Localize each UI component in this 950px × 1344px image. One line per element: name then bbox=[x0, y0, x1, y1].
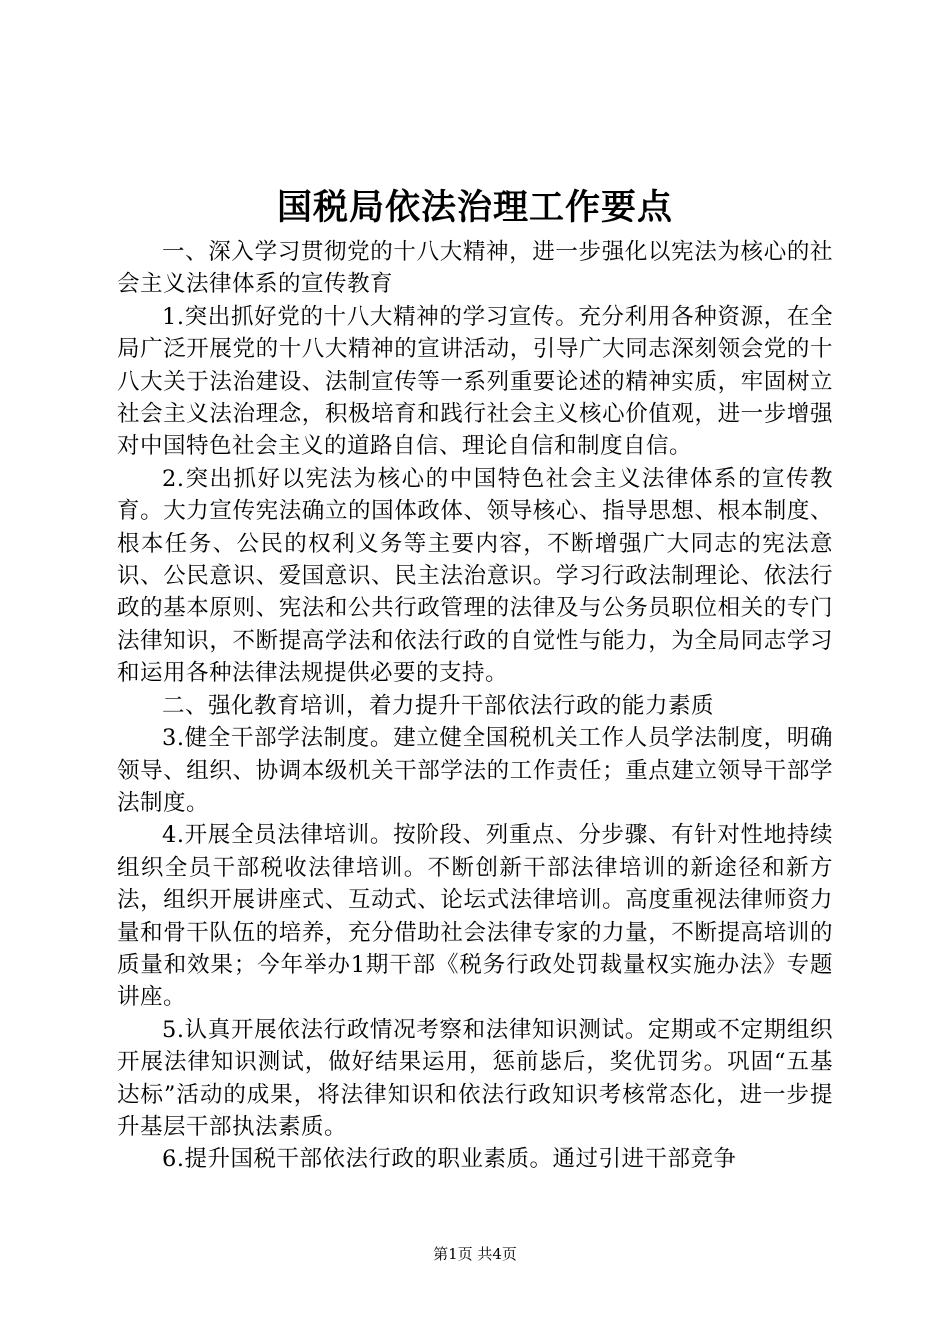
document-title: 国税局依法治理工作要点 bbox=[276, 187, 673, 228]
paragraph-item-2: 2.突出抓好以宪法为核心的中国特色社会主义法律体系的宣传教育。大力宣传宪法确立的国体政体、领导核心、指导思想、根本制度、根本任务、公民的权利义务等主要内容，不断增强广大同志的宪法意识、公民意识、爱国意识、民主法治意识。学习行政法制理论、依法行政的基本原则、宪法和公共行政管理的法律及与公务员职位相关的专门法律知识，不断提高学法和依法行政的自觉性与能力，为全局同志学习和运用各种法律法规提供必要的支持。 bbox=[117, 465, 833, 687]
paragraph-item-6: 6.提升国税干部依法行政的职业素质。通过引进干部竞争 bbox=[162, 1146, 737, 1173]
section-heading-1: 一、深入学习贯彻党的十八大精神，进一步强化以宪法为核心的社会主义法律体系的宣传教育 bbox=[117, 239, 833, 298]
section-heading-2: 二、强化教育培训，着力提升干部依法行政的能力素质 bbox=[162, 692, 715, 719]
paragraph-item-3: 3.健全干部学法制度。建立健全国税机关工作人员学法制度，明确领导、组织、协调本级机关干部学法的工作责任；重点建立领导干部学法制度。 bbox=[117, 725, 833, 816]
document-body bbox=[117, 236, 833, 1176]
paragraph-item-1: 1.突出抓好党的十八大精神的学习宣传。充分利用各种资源，在全局广泛开展党的十八大精神的宣讲活动，引导广大同志深刻领会党的十八大关于法治建设、法制宣传等一系列重要论述的精神实质，牢固树立社会主义法治理念，积极培育和践行社会主义核心价值观，进一步增强对中国特色社会主义的道路自信、理论自信和制度自信。 bbox=[117, 303, 833, 460]
page-number-footer: 第1页 共4页 bbox=[433, 1245, 517, 1263]
paragraph-item-5: 5.认真开展依法行政情况考察和法律知识测试。定期或不定期组织开展法律知识测试，做好结果运用，惩前毖后，奖优罚劣。巩固“五基达标”活动的成果，将法律知识和依法行政知识考核常态化，进一步提升基层干部执法素质。 bbox=[117, 1016, 833, 1140]
paragraph-item-4: 4.开展全员法律培训。按阶段、列重点、分步骤、有针对性地持续组织全员干部税收法律培训。不断创新干部法律培训的新途径和新方法，组织开展讲座式、互动式、论坛式法律培训。高度重视法律师资力量和骨干队伍的培养，充分借助社会法律专家的力量，不断提高培训的质量和效果；今年举办1期干部《税务行政处罚裁量权实施办法》专题讲座。 bbox=[117, 822, 833, 1011]
